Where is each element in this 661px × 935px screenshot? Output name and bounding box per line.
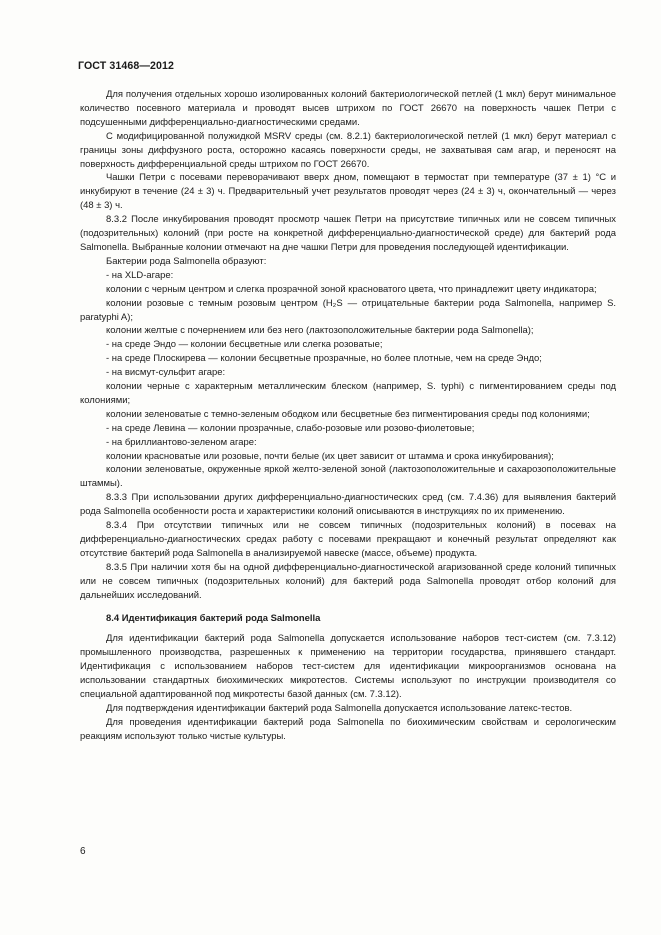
paragraph: 8.3.2 После инкубирования проводят просмотр чашек Петри на присутствие типичных или не совсем типичных (подозрительных) колоний (при росте на конкретной дифференциально-диагностической среде) для бактерий рода Salmonella. Выбранные колонии отмечают на дне чашки Петри для проведения последующей идентификации. <box>80 214 616 253</box>
paragraph: колонии черные с характерным металлическим блеском (например, S. typhi) с пигментированием среды под колониями; <box>80 381 616 406</box>
list-item: - на бриллиантово-зеленом агаре: <box>106 436 257 448</box>
list-item: - на среде Плоскирева — колонии бесцветные прозрачные, но более плотные, чем на среде Эндо; <box>106 353 542 365</box>
paragraph: Чашки Петри с посевами переворачивают вверх дном, помещают в термостат при температуре (37 ± 1) °С и инкубируют в течение (24 ± 3) ч. Предварительный учет результатов проводят через (24 ± 3) ч, окончательный — через (48 ± 3) ч. <box>80 172 616 212</box>
list-item: - на XLD-агаре: <box>106 269 174 281</box>
list-item: - на среде Эндо — колонии бесцветные или слегка розоватые; <box>106 339 383 351</box>
paragraph: колонии зеленоватые с темно-зеленым ободком или бесцветные без пигментирования среды под колониями; <box>106 408 590 420</box>
page-number: 6 <box>80 846 86 857</box>
paragraph: 8.3.4 При отсутствии типичных или не совсем типичных (подозрительных колоний) в посевах на дифференциально-диагностических средах работу с посевами прекращают и конечный результат определяют как отсутствие бактерий рода Salmonella в анализируемой навеске (массе, объеме) продукта. <box>80 520 616 559</box>
standard-number: ГОСТ 31468—2012 <box>78 60 175 72</box>
paragraph: 8.3.3 При использовании других дифференциально-диагностических сред (см. 7.4.36) для выявления бактерий рода Salmonella особенности роста и характеристики колоний описываются в инструкциях по их применению. <box>80 492 616 518</box>
paragraph: Для идентификации бактерий рода Salmonella допускается использование наборов тест-систем (см. 7.3.12) промышленного производства, разрешенных к применению на территории государства, принявшего стандарт. Идентификация с использованием наборов тест-систем для идентификации микроорганизмов основана на использовании стандартных биохимических микротестов. Системы используют по инструкции производителя со специальной адаптированной под микротесты базой данных (см. 7.3.12). <box>80 633 616 701</box>
paragraph: Для проведения идентификации бактерий рода Salmonella по биохимическим свойствам и серологическим реакциям используют только чистые культуры. <box>80 716 616 742</box>
list-item: - на среде Левина — колонии прозрачные, слабо-розовые или розово-фиолетовые; <box>106 422 475 434</box>
paragraph: колонии с черным центром и слегка прозрачной зоной красноватого цвета, что принадлежит цвету индикатора; <box>106 283 597 295</box>
paragraph: Бактерии рода Salmonella образуют: <box>106 255 267 267</box>
list-item: - на висмут-сульфит агаре: <box>106 367 226 379</box>
paragraph: колонии желтые с почернением или без него (лактозоположительные бактерии рода Salmonella); <box>106 325 534 337</box>
paragraph: С модифицированной полужидкой MSRV среды (см. 8.2.1) бактериологической петлей (1 мкл) берут материал с границы зоны диффузного роста, осторожно касаясь поверхности среды, не захватывая сам агар, и переносят на поверхность дифференциальной среды штрихом по ГОСТ 26670. <box>80 130 616 170</box>
document-body <box>80 88 616 744</box>
paragraph: колонии розовые с темным розовым центром (H₂S — отрицательные бактерии рода Salmonella, например S. paratyphi A); <box>80 297 616 323</box>
section-heading: 8.4 Идентификация бактерий рода Salmonella <box>106 612 321 624</box>
paragraph: Для подтверждения идентификации бактерий рода Salmonella допускается использование латекс-тестов. <box>106 702 573 714</box>
paragraph: 8.3.5 При наличии хотя бы на одной дифференциально-диагностической агаризованной среде колоний типичных или не совсем типичных (подозрительных колоний) для бактерий рода Salmonella проводят отбор колоний для дальнейших исследований. <box>80 561 616 601</box>
paragraph: колонии зеленоватые, окруженные яркой желто-зеленой зоной (лактозоположительные и сахарозоположительные штаммы). <box>80 464 616 490</box>
paragraph: Для получения отдельных хорошо изолированных колоний бактериологической петлей (1 мкл) берут минимальное количество посевного материала и проводят высев штрихом по ГОСТ 26670 на поверхность чашек Петри с подсушенными дифференциально-диагностическими средами. <box>80 89 616 128</box>
paragraph: колонии красноватые или розовые, почти белые (их цвет зависит от штамма и срока инкубирования); <box>106 450 554 462</box>
